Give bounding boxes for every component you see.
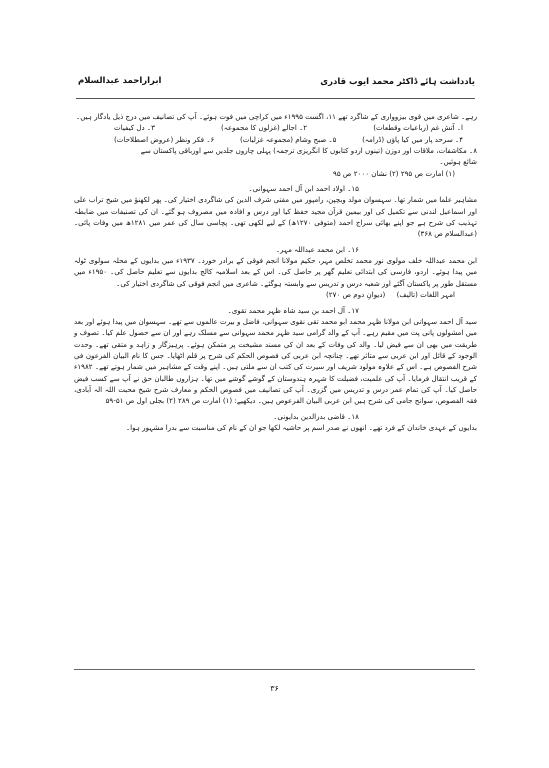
work-item: امہر اللغات (تالیف) [396,290,455,300]
page-body [74,111,477,433]
entry-paragraph: مشاہیر علما میں شمار تھا۔ سہسوان مولد وبچپن، رامپور میں مفتی شرف الدین کی شاگردی اختیار کی۔ پھر لکھنؤ میں شیخ تراب علی اور اسماعیل لندنی سے تکمیل کی اور بیمین قرآن مجید حفظ کیا اور درس و افادہ میں مصروف ہو گئے۔ ان کی تصنیفات میں ضابطہ تہذیب کی شرح ہے جو اپنے بھائی سراج احمد (متوفی ۱۲۷۰ھ) کے لیے لکھی تھی۔ پچاسی سال کی عمر میں ۱۲۸۱ھ میں وفات پائی۔ (عبدالسلام ص ۳۶۸) [74,195,478,239]
entry-heading: ۱۶۔ ابن محمد عبداللہ مہر۔ [275,244,359,254]
reference-line: (۱) امارت ص ۲۹۵ (۲) نشان ۲۰۰۰ ص ۹۵ [333,168,455,178]
work-item: ا۔ آتش غم (رباعیات وقطعات) [373,123,463,133]
works-row [74,122,477,133]
entry-paragraph: سید آل احمد سہوانی ابن مولانا ظہر محمد ابو محمد تقی نقوی سہوانی، فاضل و بیرت عالموں سے تھے۔ سہسوان میں پیدا ہوئے اور بعد میں امشولوں پانی پت میں مقیم رہے۔ آپ کے والد گرامی سید ظہر محمد سہوانی سے مسلک رہے اور ان سے حصول علم کیا۔ تصوف و طریقت میں بھی ان سے فیض لیا۔ والد کی وفات کے بعد ان کی مسند مشیخت پر متمکن ہوئے۔ پرہیزگار و زاہد و متقی تھے۔ وحدت الوجود کے قائل اور ابن عربی سے متاثر تھے۔ چنانچہ ابن عربی کی فصوص الحکم کی شرح پر قلم اٹھایا۔ جس کا نام البیان الفرعون فی شرح الفصوص ہے۔ اس کے علاوہ مولود شریف اور سیرت کی کتب ان سے ملتی ہیں۔ اپنے وقت کے مشاہیر میں شمار ہوتے تھے۔ ۱۹۸۲ء کے قریب انتقال فرمایا۔ آپ کی علمیت، فضیلت کا شہرہ ہندوستان کے گوشے گوشے میں تھا۔ ہزاروں طالبان حق نے آپ سے کسب فیض حاصل کیا۔ آپ کی تمام عمر درس و تدریس میں گزری۔ آپ کی تصانیف میں فصوص الحکم و معارف شرح شیخ محبت اللہ الہ آبادی، فقہ الفصوص، سوانح جامی کی شرح ہیں ابن عربی البیان الفرعوص ہیں۔ دیکھیے: (۱) امارت ص ۲۸۹ (۲) بجلی اول ص ۵۱-۵۹ [74,316,477,406]
work-item: ۲۔ اجالے (غزلوں کا مجموعہ) [221,123,308,133]
body-paragraph: ۸۔ مکاشفات، ملاقات اور دوزن (تینوں اردو کتابوں کا انگریزی ترجمہ) پہلی چاروں جلدیں سے اورباقی پاکستان سے [140,146,477,156]
header-rule [76,98,475,99]
entry-paragraph: بدایوں کے عہدی خاندان کے فرد تھے۔ انھوں نے صدر اسم پر حاشیہ لکھا جو ان کے نام کی مناسبت سے بدرا مشہور ہوا۔ [125,422,477,432]
body-paragraph: شائع ہوئیں۔ [439,157,477,167]
running-header-author: ابراراحمد عبدالسلام [78,76,162,86]
entry-heading: ۱۷۔ آل احمد بن سید شاہ ظہر محمد تقوی۔ [227,305,359,315]
running-header-title: یادداشت ہائے ڈاکٹر محمد ایوب قادری [320,77,475,87]
work-item: ۳۔ دل کیفیات [114,123,155,133]
work-item: ۵۔ صبح وشام (مجموعہ غزلیات) [239,134,337,144]
work-item: (دیوانِ دوم ص ۲۷۰) [326,290,386,300]
footer-rule [74,669,475,670]
entry-heading: ۱۵۔ اولاد احمد ابن آل احمد سہوانی۔ [248,184,359,194]
work-item: ۴۔ سرحد پار میں کیا پاؤں (ڈرامہ) [362,134,463,144]
body-paragraph: رہے۔ شاعری میں قوی بیزوواری کے شاگرد تھے ۱۱، اگست ۱۹۹۵ء میں کراچی میں فوت ہوئے۔ آپ کی تصانیف میں درج ذیل یادگار ہیں۔ [76,112,477,121]
works-row [74,289,477,300]
work-item: ۶۔ فکر ونظر (عروض اصطلاحات) [114,134,215,144]
entry-paragraph: ابن محمد عبداللہ خلف مولوی نور محمد تخلص مہر، حکیم مولانا انجم فوقی کے برادر خورد۔ ۱۹۳۷ء میں بدایوں کے محلہ سولوی ٹولہ میں پیدا ہوئے۔ اردو، فارسی کی ابتدائی تعلیم گھر پر حاصل کی۔ اس کے بعد اسلامیہ کالج بدایوں سے تعلیم حاصل کی۔ ۱۹۵۰ء میں مستقل طور پر پاکستان آگئے اور شعبہ درس و تدریس سے وابستہ ہوگئے۔ شاعری میں انجم فوقی کی شاگردی اختیار کی۔ [74,256,477,288]
page-number: ۳۶ [270,684,279,693]
works-row [74,134,477,145]
entry-heading: ۱۸۔ قاضی بدرالدین بدایونی۔ [273,411,359,421]
